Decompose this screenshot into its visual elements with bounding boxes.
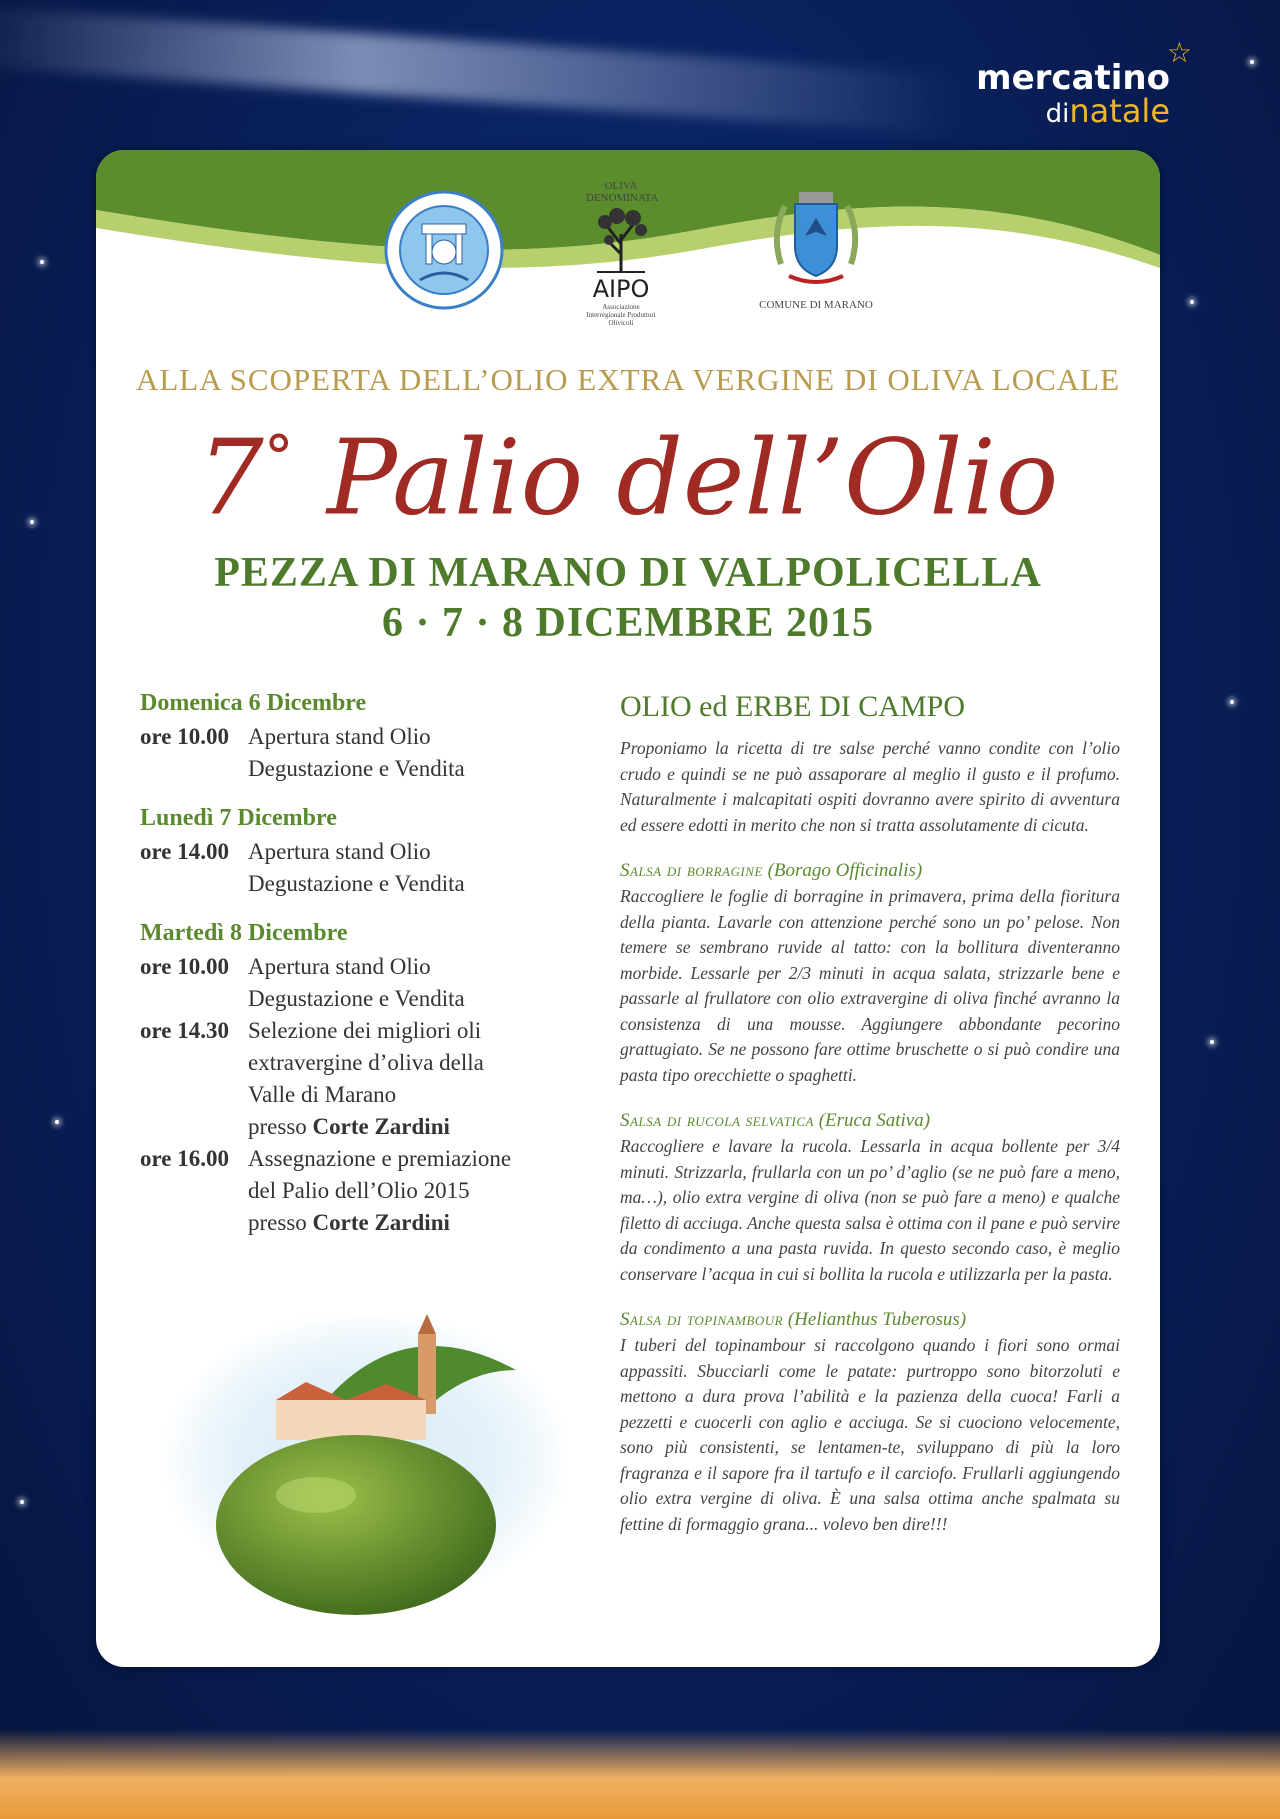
title-text: Palio dell’Olio — [326, 416, 1059, 539]
aipo-name: AIPO — [592, 275, 650, 303]
program-item — [140, 721, 560, 785]
location-name: Corte Zardini — [312, 1210, 450, 1235]
item-time: ore 14.00 — [140, 839, 230, 864]
item-location — [248, 1207, 560, 1239]
item-line: Selezione dei migliori oli — [248, 1018, 482, 1043]
proloco-seal-icon — [384, 190, 504, 310]
recipe-name: Salsa di rucola selvatica — [620, 1110, 814, 1131]
recipe-text: Raccogliere e lavare la rucola. Lessarla in acqua bollente per 3/4 minuti. Strizzarla, frullarla con un po’ d’aglio (se ne può fare a meno, ma…), olio extra vergine di oliva (non se può fare a meno) e qualche filetto di acciuga. Anche questa salsa è ottima con il pane e può servire da condimento a una pasta ruvida. In questo secondo caso, è meglio conservare l’acqua in cui si bollita la rucola e utilizzarla per la pasta. — [620, 1136, 1120, 1284]
olive-village-illustration — [156, 1290, 576, 1620]
comune-logo — [756, 184, 876, 311]
recipe-name: Salsa di topinambour — [620, 1309, 784, 1330]
item-time: ore 10.00 — [140, 724, 230, 749]
star — [20, 1500, 24, 1504]
program-column — [140, 690, 560, 1259]
program-day — [140, 920, 560, 1239]
program-day — [140, 690, 560, 785]
item-line: Apertura stand Olio — [248, 954, 431, 979]
recipes-column — [620, 690, 1120, 1537]
star — [55, 1120, 59, 1124]
item-time: ore 16.00 — [140, 1146, 230, 1171]
recipe-title — [620, 860, 1120, 882]
recipe-title — [620, 1110, 1120, 1132]
program-item — [140, 1143, 560, 1239]
star — [40, 260, 44, 264]
recipe-latin: (Eruca Sativa) — [818, 1110, 931, 1131]
bottom-glow — [0, 1729, 1280, 1819]
item-location — [248, 1111, 560, 1143]
program-item — [140, 836, 560, 900]
item-line: Apertura stand Olio — [248, 724, 431, 749]
recipe-title — [620, 1309, 1120, 1331]
title-number: 7 — [197, 416, 264, 539]
star — [30, 520, 34, 524]
day-title: Domenica 6 Dicembre — [140, 690, 367, 716]
program-item — [140, 951, 560, 1015]
recipe-text: I tuberi del topinambour si raccolgono quando i fiori sono ormai appassiti. Sbucciarli come le patate: purtroppo sono bitorzoluti e mettono a dura prova l’abilità e la pazienza della cuoca! Farli a pezzetti e cuocerli con aglio e acciuga. Se si cuociono velocemente, sono più consistenti, se lentamen-te, sviluppano di più la loro fragranza e il sapore fra il tartufo e il carciofo. Frullarli aggiungendo olio extra vergine di oliva. È una salsa ottima anche spalmata su fettine di formaggio grana... volevo ben dire!!! — [620, 1335, 1120, 1534]
recipe-text: Raccogliere le foglie di borragine in primavera, prima della fioritura della pianta. Lavarle con attenzione perché sono un po’ pelose. Non temere se sembrano ruvide al tatto: con la bollitura diventeranno morbide. Lessarle per 2/3 minuti in acqua salata, strizzarle bene e passarle al frullatore con olio extravergine di oliva finché avranno la consistenza di una mousse. Aggiungere abbondante pecorino grattugiato. Se ne possono fare ottime bruschette o si può condire una pasta tipo orecchiette o spaghetti. — [620, 886, 1120, 1085]
item-desc — [248, 836, 560, 900]
brand-line1: mercatino — [976, 58, 1170, 98]
aipo-sub: Associazione Interregionale Produttori Olivicoli — [586, 303, 656, 327]
item-line: Assegnazione e premiazione — [248, 1146, 512, 1171]
item-desc — [248, 1015, 560, 1143]
page-title — [96, 398, 1160, 538]
aipo-caption: OLIVA DENOMINATA — [586, 180, 659, 204]
program-item — [140, 1015, 560, 1143]
star — [1190, 300, 1194, 304]
item-time: ore 14.30 — [140, 1018, 230, 1043]
brand-natale: natale — [1069, 92, 1170, 130]
star — [1210, 1040, 1214, 1044]
coat-of-arms-icon — [761, 184, 871, 294]
logos-row — [96, 180, 1160, 360]
item-line: Valle di Marano — [248, 1082, 397, 1107]
title-degree: ° — [263, 423, 294, 493]
subtitle: ALLA SCOPERTA DELL’OLIO EXTRA VERGINE DI OLIVA LOCALE — [135, 362, 1121, 397]
day-title: Martedì 8 Dicembre — [140, 920, 348, 946]
program-day — [140, 805, 560, 900]
item-desc — [248, 721, 560, 785]
event-dates: 6 · 7 · 8 DICEMBRE 2015 — [381, 600, 875, 646]
recipes-intro: Proponiamo la ricetta di tre salse perché vanno condite con l’olio crudo e quindi se ne può assaporare al meglio il gusto e il profumo. Naturalmente i malcapitati ospiti dovranno avere spirito di avventura ed essere edotti in merito che non si tratta assolutamente di cicuta. — [620, 738, 1120, 835]
brand-di: di — [1045, 99, 1070, 129]
star — [1250, 60, 1254, 64]
item-line: Degustazione e Vendita — [248, 871, 465, 896]
recipe-latin: (Helianthus Tuberosus) — [787, 1309, 967, 1330]
recipe-name: Salsa di borragine — [620, 860, 763, 881]
item-desc — [248, 951, 560, 1015]
star — [1230, 700, 1234, 704]
location-prefix: presso — [248, 1210, 313, 1235]
location-name: Corte Zardini — [312, 1114, 450, 1139]
light-streak — [0, 5, 961, 135]
olive-tree-icon — [591, 204, 651, 274]
item-line: Degustazione e Vendita — [248, 986, 465, 1011]
recipes-heading: OLIO ed ERBE DI CAMPO — [620, 690, 965, 723]
item-desc — [248, 1143, 560, 1239]
proloco-logo — [384, 190, 504, 310]
star-icon: ☆ — [1166, 38, 1192, 69]
item-line: del Palio dell’Olio 2015 — [248, 1178, 470, 1203]
location-prefix: presso — [248, 1114, 313, 1139]
comune-caption: COMUNE DI MARANO — [759, 299, 873, 311]
item-time: ore 10.00 — [140, 954, 230, 979]
item-line: extravergine d’oliva della — [248, 1050, 484, 1075]
mercatino-natale-logo — [976, 38, 1192, 130]
item-line: Degustazione e Vendita — [248, 756, 465, 781]
aipo-logo — [586, 180, 659, 327]
event-place: PEZZA DI MARANO DI VALPOLICELLA — [214, 550, 1042, 596]
day-title: Lunedì 7 Dicembre — [140, 805, 337, 831]
poster-panel — [96, 150, 1160, 1667]
item-line: Apertura stand Olio — [248, 839, 431, 864]
recipe-latin: (Borago Officinalis) — [767, 860, 923, 881]
